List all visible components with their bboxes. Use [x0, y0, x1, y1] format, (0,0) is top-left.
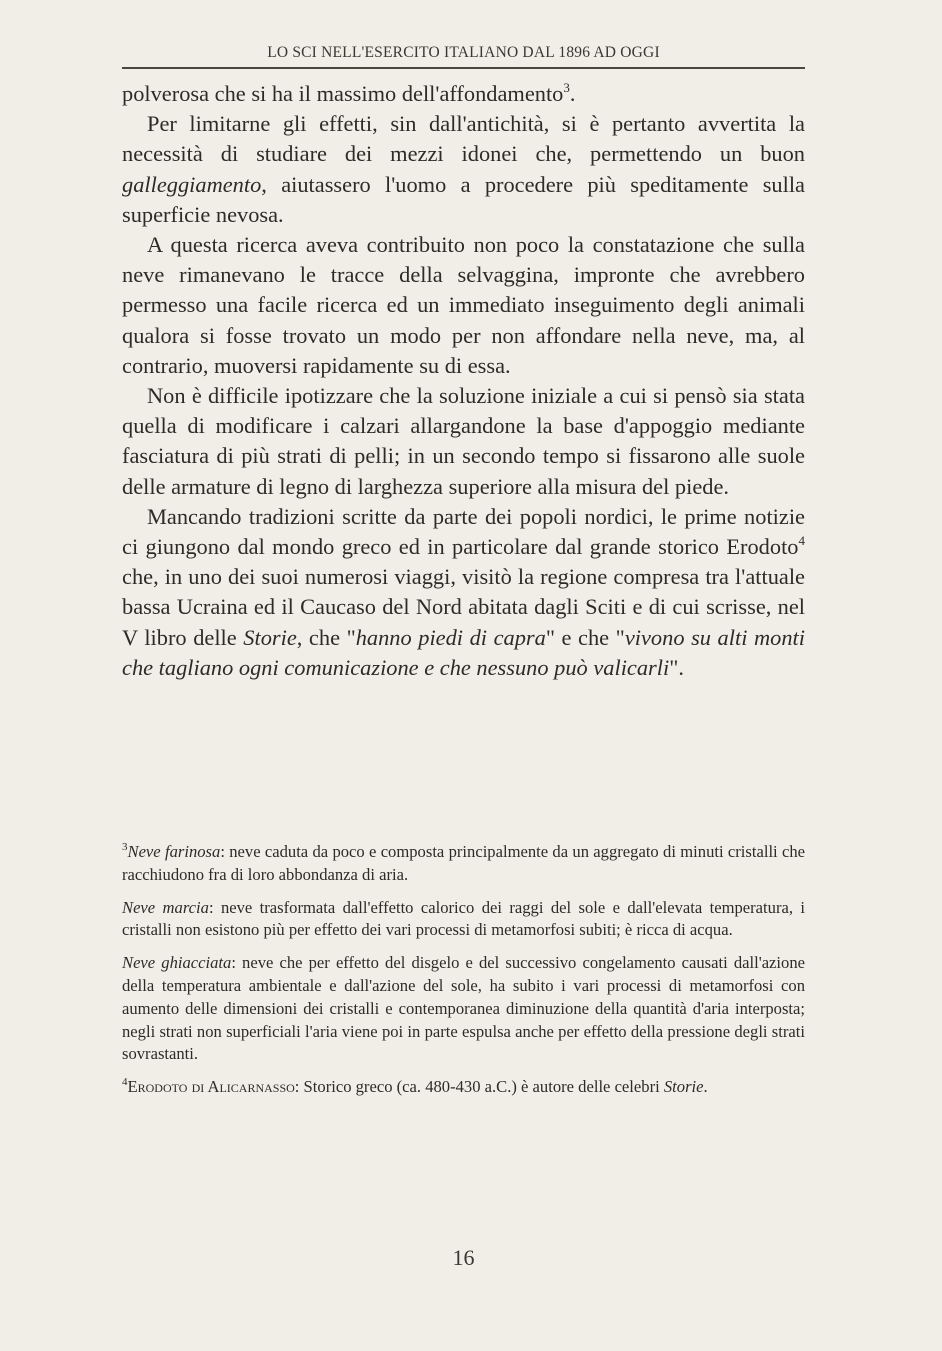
paragraph-1-text: polverosa che si ha il massimo dell'affondamento [122, 81, 564, 106]
footnote-marker-4: 4 [122, 1076, 128, 1089]
footnote-text: : neve caduta da poco e composta principalmente da un aggregato di minuti cristalli che racchiudono fra di loro abbondanza di aria. [122, 842, 806, 884]
paragraph-1 [122, 79, 805, 109]
footnote-3-farinosa [122, 841, 805, 887]
footnote-text-b: . [703, 1077, 708, 1097]
footnote-term: Neve marcia [122, 897, 209, 917]
paragraph-5-text-a: Mancando tradizioni scritte da parte dei popoli nordici, le prime notizie ci giungono dal mondo greco ed in particolare dal grande storico Erodoto [122, 503, 805, 560]
footnote-text-a: : Storico greco (ca. 480-430 a.C.) è autore delle celebri [294, 1077, 664, 1097]
footnotes [122, 841, 805, 1109]
paragraph-5-text-d: " e che " [545, 624, 625, 650]
page-number: 16 [452, 1245, 475, 1270]
footnote-text: : neve che per effetto del disgelo e del successivo congelamento causati dall'azione della temperatura ambientale e dall'azione del sole, ha subito i vari processi di metamorfosi con aumento delle dimensioni dei cristalli e contemporanea diminuzione della quantità d'aria interposta; negli strati non superficiali l'aria viene poi in parte espulsa anche per effetto della pressione degli strati sovrastanti. [122, 953, 805, 1064]
book-title-storie: Storie [243, 624, 297, 650]
quote-piedi-di-capra: hanno piedi di capra [355, 624, 546, 650]
footnote-name: Erodoto di Alicarnasso [127, 1077, 295, 1097]
footnote-ref-4[interactable]: 4 [798, 533, 805, 549]
footnote-marker-3: 3 [122, 841, 128, 853]
footnote-term: Neve ghiacciata [122, 953, 232, 973]
header-rule [122, 67, 805, 69]
paragraph-2 [122, 109, 805, 230]
paragraph-5-text-c: , che " [296, 624, 356, 650]
footnote-ref-3[interactable]: 3 [563, 80, 570, 95]
quote-alti-monti: vivono su alti monti che tagliano ogni comunicazione e che nessuno può valicarli [122, 624, 805, 680]
footnote-3-marcia [122, 897, 805, 943]
paragraph-5 [122, 502, 805, 683]
footnote-emphasis: Storie [663, 1077, 704, 1097]
footnote-3-ghiacciata [122, 952, 805, 1066]
running-header: LO SCI NELL'ESERCITO ITALIANO DAL 1896 AD OGGI [267, 44, 660, 61]
paragraph-2-emphasis: galleggiamento [122, 171, 262, 197]
paragraph-1-end: . [569, 81, 576, 106]
body-text [122, 79, 805, 683]
paragraph-5-text-b: che, in uno dei suoi numerosi viaggi, visitò la regione compresa tra l'attuale bassa Ucraina ed il Caucaso del Nord abitata dagli Sciti e di cui scrisse, nel V libro delle [122, 564, 805, 650]
paragraph-4: Non è difficile ipotizzare che la soluzione iniziale a cui si pensò sia stata quella di modificare i calzari allargandone la base d'appoggio mediante fasciatura di più strati di pelli; in un secondo tempo si fissarono alle suole delle armature di legno di larghezza superiore alla misura del piede. [122, 383, 805, 499]
paragraph-2-text-b: , aiutassero l'uomo a procedere più speditamente sulla superficie nevosa. [122, 171, 805, 227]
footnote-4 [122, 1076, 805, 1099]
paragraph-2-text-a: Per limitarne gli effetti, sin dall'antichità, si è pertanto avvertita la necessità di studiare dei mezzi idonei che, permettendo un buon [122, 111, 805, 167]
paragraph-5-text-e: ". [669, 654, 684, 680]
paragraph-3: A questa ricerca aveva contribuito non poco la constatazione che sulla neve rimanevano le tracce della selvaggina, impronte che avrebbero permesso una facile ricerca ed un immediato inseguimento degli animali qualora si fosse trovato un modo per non affondare nella neve, ma, al contrario, muoversi rapidamente su di essa. [122, 232, 805, 378]
footnote-term: Neve farinosa [127, 842, 221, 861]
footnote-text: : neve trasformata dall'effetto calorico dei raggi del sole e dall'elevata temperatura, i cristalli non esistono più per effetto dei vari processi di metamorfosi subiti; è ricca di acqua. [122, 897, 805, 940]
